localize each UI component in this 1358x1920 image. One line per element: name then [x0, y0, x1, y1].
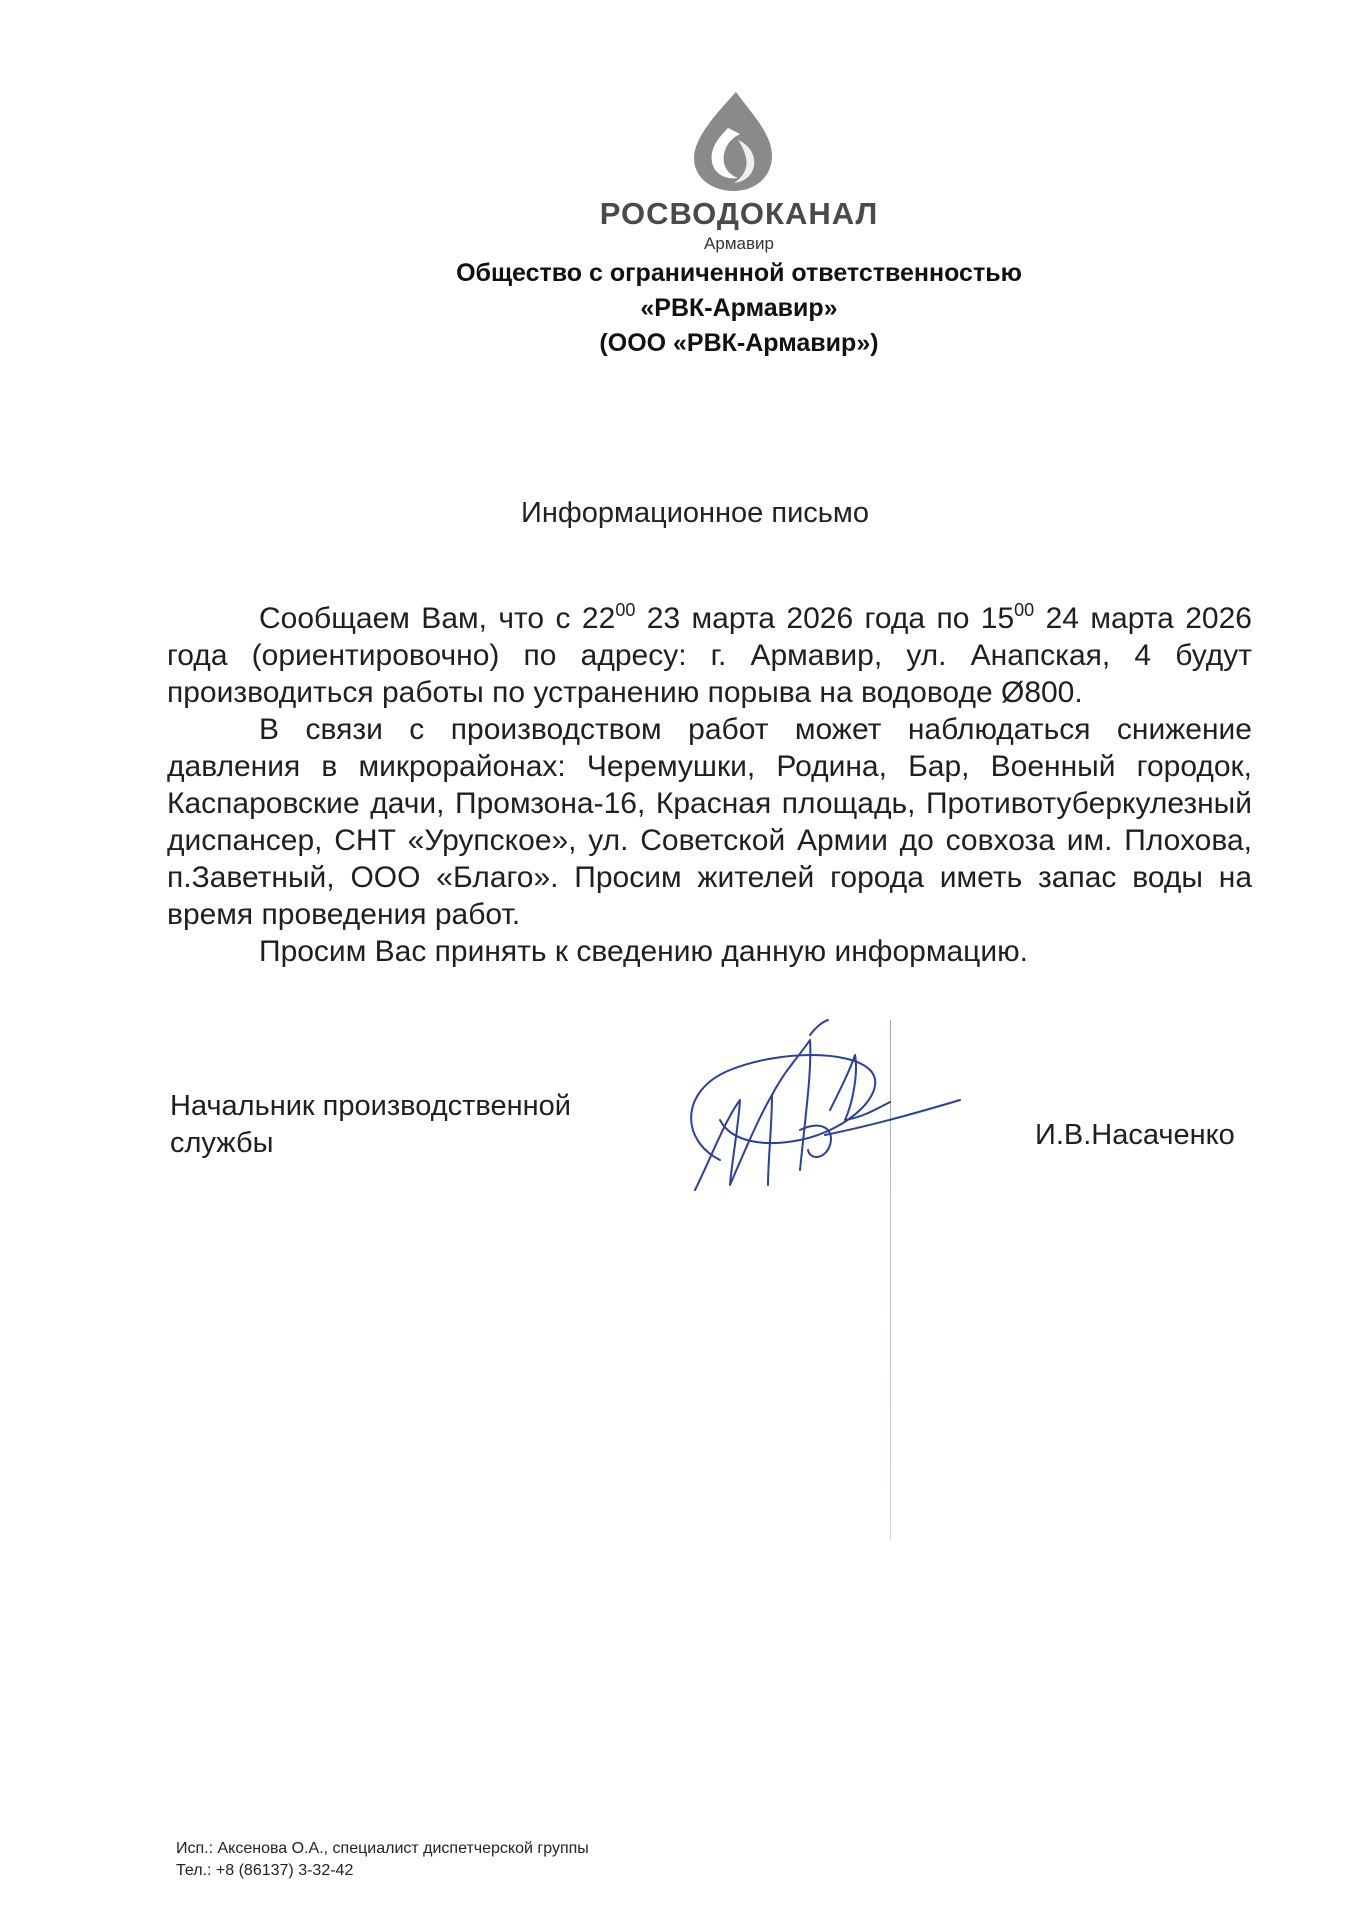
signer-position-line2: службы: [170, 1127, 274, 1159]
org-name-line2: «РВК-Армавир»: [640, 294, 838, 322]
paragraph-2: В связи с производством работ может наблюдаться снижение давления в микрорайонах: Черемушки, Родина, Бар, Военный городок, Каспаровские дачи, Промзона-16, Красная площадь, Противотуберкулезный диспансер, СНТ «Урупское», ул. Советской Армии до совхоза им. Плохова, п.Заветный, ООО «Благо». Просим жителей города иметь запас воды на время проведения работ.: [167, 713, 1252, 931]
paragraph-1: [167, 600, 1252, 711]
footer-executor: Исп.: Аксенова О.А., специалист диспетчерской группы: [176, 1840, 589, 1857]
signer-position: [170, 1088, 571, 1162]
signer-name: И.В.Насаченко: [1035, 1119, 1235, 1151]
org-name-line3: (ООО «РВК-Армавир»): [599, 329, 879, 357]
p1-sup-2: 00: [1014, 600, 1035, 620]
p1-text-a: Сообщаем Вам, что с 22: [259, 602, 616, 635]
brand-name: РОСВОДОКАНАЛ: [599, 196, 879, 231]
letter-body: [167, 600, 1252, 970]
footer-phone: Тел.: +8 (86137) 3-32-42: [176, 1862, 354, 1879]
p1-text-b: 23 марта 2026 года по 15: [635, 602, 1015, 635]
paragraph-3: Просим Вас принять к сведению данную информацию.: [259, 935, 1028, 968]
p1-sup-1: 00: [615, 600, 636, 620]
letter-title: Информационное письмо: [521, 497, 869, 529]
org-name-line1: Общество с ограниченной ответственностью: [456, 259, 1022, 287]
p1-text-c: 24 марта 2026 года (ориентировочно) по адресу: г. Армавир, ул. Анапская, 4 будут производиться работы по устранению порыва на водоводе Ø800.: [167, 602, 1252, 709]
brand-city: Армавир: [704, 234, 774, 253]
handwritten-signature: [660, 1010, 980, 1210]
signer-position-line1: Начальник производственной: [170, 1090, 571, 1122]
water-drop-logo-icon: [672, 88, 792, 193]
